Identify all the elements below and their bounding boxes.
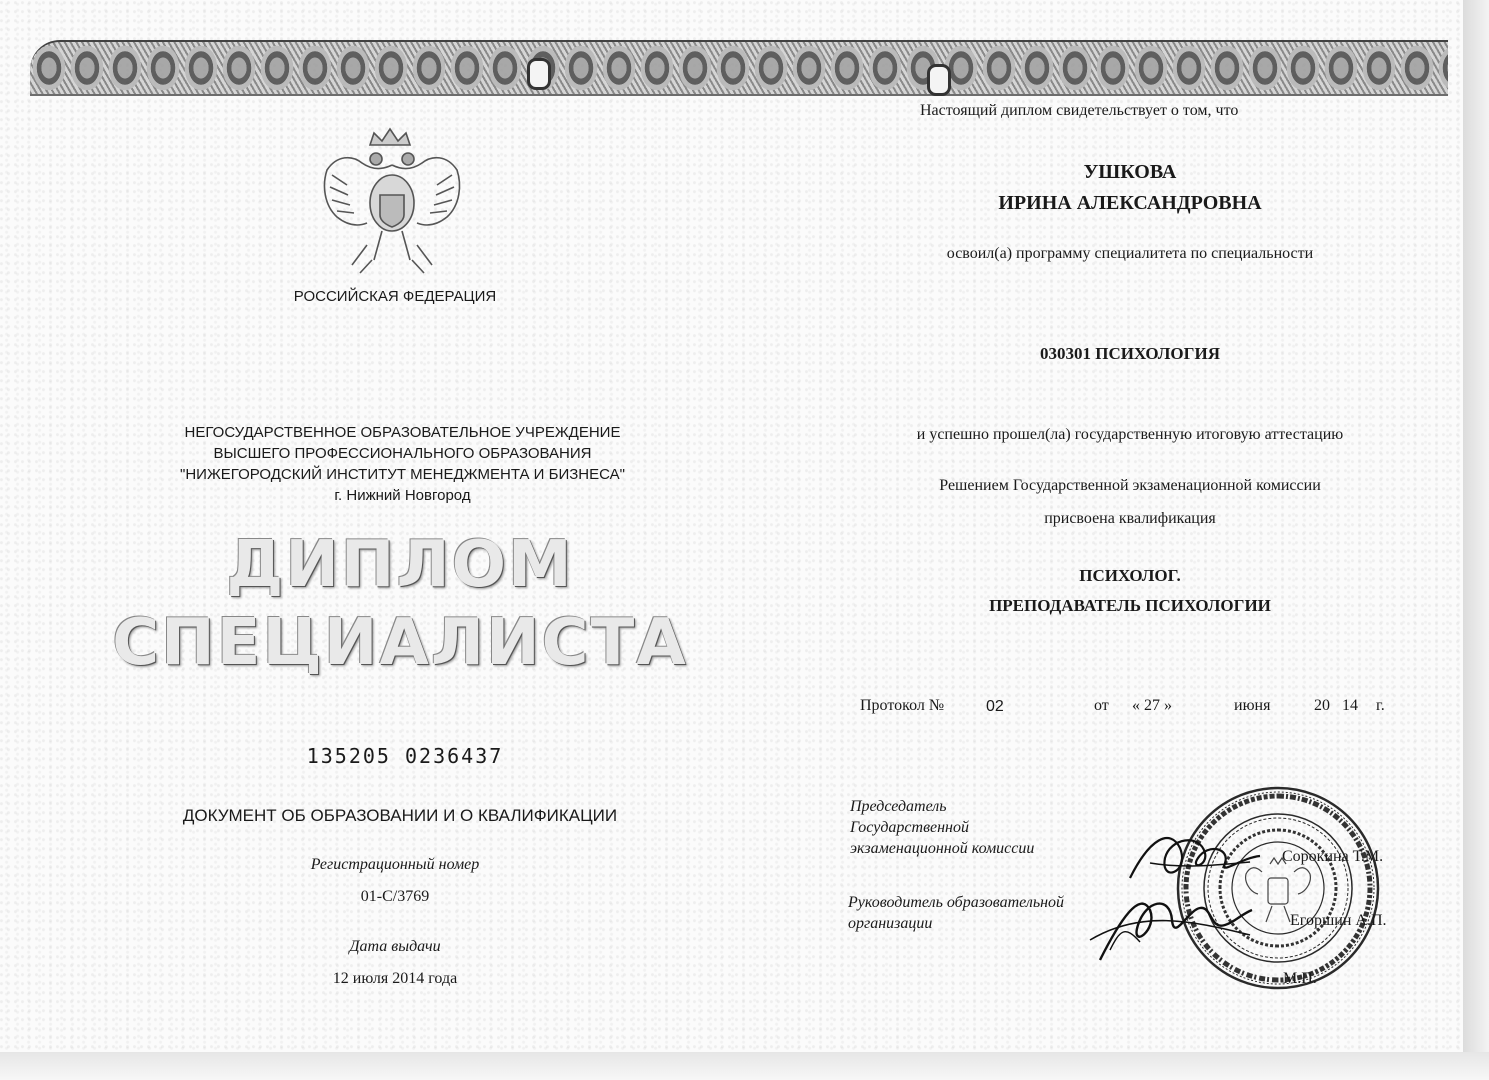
- seal-label: М.П.: [1283, 970, 1317, 987]
- chairman-name: Сорокина Т.М.: [1282, 848, 1384, 865]
- chairman-title-line1: Председатель: [850, 798, 947, 815]
- protocol-from: от: [1094, 697, 1109, 714]
- decorative-border: [30, 40, 1448, 96]
- institution-city: г. Нижний Новгород: [334, 487, 471, 504]
- qualification-line1: ПСИХОЛОГ.: [1079, 566, 1181, 585]
- head-title-line2: организации: [848, 915, 933, 932]
- qualification-line2: ПРЕПОДАВАТЕЛЬ ПСИХОЛОГИИ: [989, 596, 1271, 615]
- attestation-text: и успешно прошел(ла) государственную итоговую аттестацию: [916, 426, 1344, 443]
- protocol-number: 02: [986, 698, 1004, 715]
- chairman-title-line2: Государственной: [850, 819, 969, 836]
- protocol-line: [860, 697, 1400, 721]
- chairman-title-line3: экзаменационной комиссии: [850, 840, 1035, 857]
- head-title: [848, 892, 1064, 934]
- diploma-title-line1: ДИПЛОМ: [226, 528, 574, 602]
- qualification-assigned-text: присвоена квалификация: [1044, 510, 1216, 527]
- specialty: 030301 ПСИХОЛОГИЯ: [1040, 344, 1220, 363]
- scan-bottom-edge: [0, 1052, 1489, 1080]
- protocol-label: Протокол №: [860, 697, 945, 714]
- country-name: РОССИЙСКАЯ ФЕДЕРАЦИЯ: [293, 288, 497, 305]
- protocol-year-unit: г.: [1376, 697, 1385, 714]
- registration-number: 01-С/3769: [360, 888, 430, 905]
- issue-date: 12 июля 2014 года: [332, 970, 458, 987]
- protocol-day: « 27 »: [1132, 697, 1172, 714]
- graduate-surname: УШКОВА: [1083, 161, 1177, 183]
- binding-ring-left: [527, 58, 551, 90]
- certify-intro: Настоящий диплом свидетельствует о том, что: [920, 102, 1239, 119]
- page-edge-shadow: [1463, 0, 1489, 1080]
- program-text: освоил(а) программу специалитета по специальности: [946, 245, 1314, 262]
- institution-type: НЕГОСУДАРСТВЕННОЕ ОБРАЗОВАТЕЛЬНОЕ УЧРЕЖДЕНИЕ: [184, 424, 621, 441]
- serial-number: 135205 0236437: [306, 744, 504, 768]
- commission-decision: Решением Государственной экзаменационной комиссии: [939, 477, 1321, 494]
- graduate-given-names: ИРИНА АЛЕКСАНДРОВНА: [998, 192, 1262, 214]
- chairman-title: [850, 796, 1034, 859]
- institution-block: [120, 422, 685, 506]
- document-type: ДОКУМЕНТ ОБ ОБРАЗОВАНИИ И О КВАЛИФИКАЦИИ: [182, 806, 618, 825]
- institution-name: "НИЖЕГОРОДСКИЙ ИНСТИТУТ МЕНЕДЖМЕНТА И БИЗНЕСА": [180, 466, 625, 483]
- issue-date-label: Дата выдачи: [349, 938, 441, 955]
- institution-level: ВЫСШЕГО ПРОФЕССИОНАЛЬНОГО ОБРАЗОВАНИЯ: [213, 445, 592, 462]
- head-title-line1: Руководитель образовательной: [848, 894, 1065, 911]
- protocol-year-suffix: 14: [1342, 697, 1358, 714]
- coat-of-arms-emblem: [312, 125, 472, 280]
- protocol-year-prefix: 20: [1314, 697, 1330, 714]
- head-name: Егоршин А.П.: [1290, 912, 1387, 929]
- registration-label: Регистрационный номер: [310, 856, 480, 873]
- protocol-month: июня: [1234, 697, 1271, 714]
- head-signature: [1080, 880, 1260, 970]
- diploma-title-line2: СПЕЦИАЛИСТА: [112, 606, 688, 680]
- binding-ring-right: [927, 64, 951, 96]
